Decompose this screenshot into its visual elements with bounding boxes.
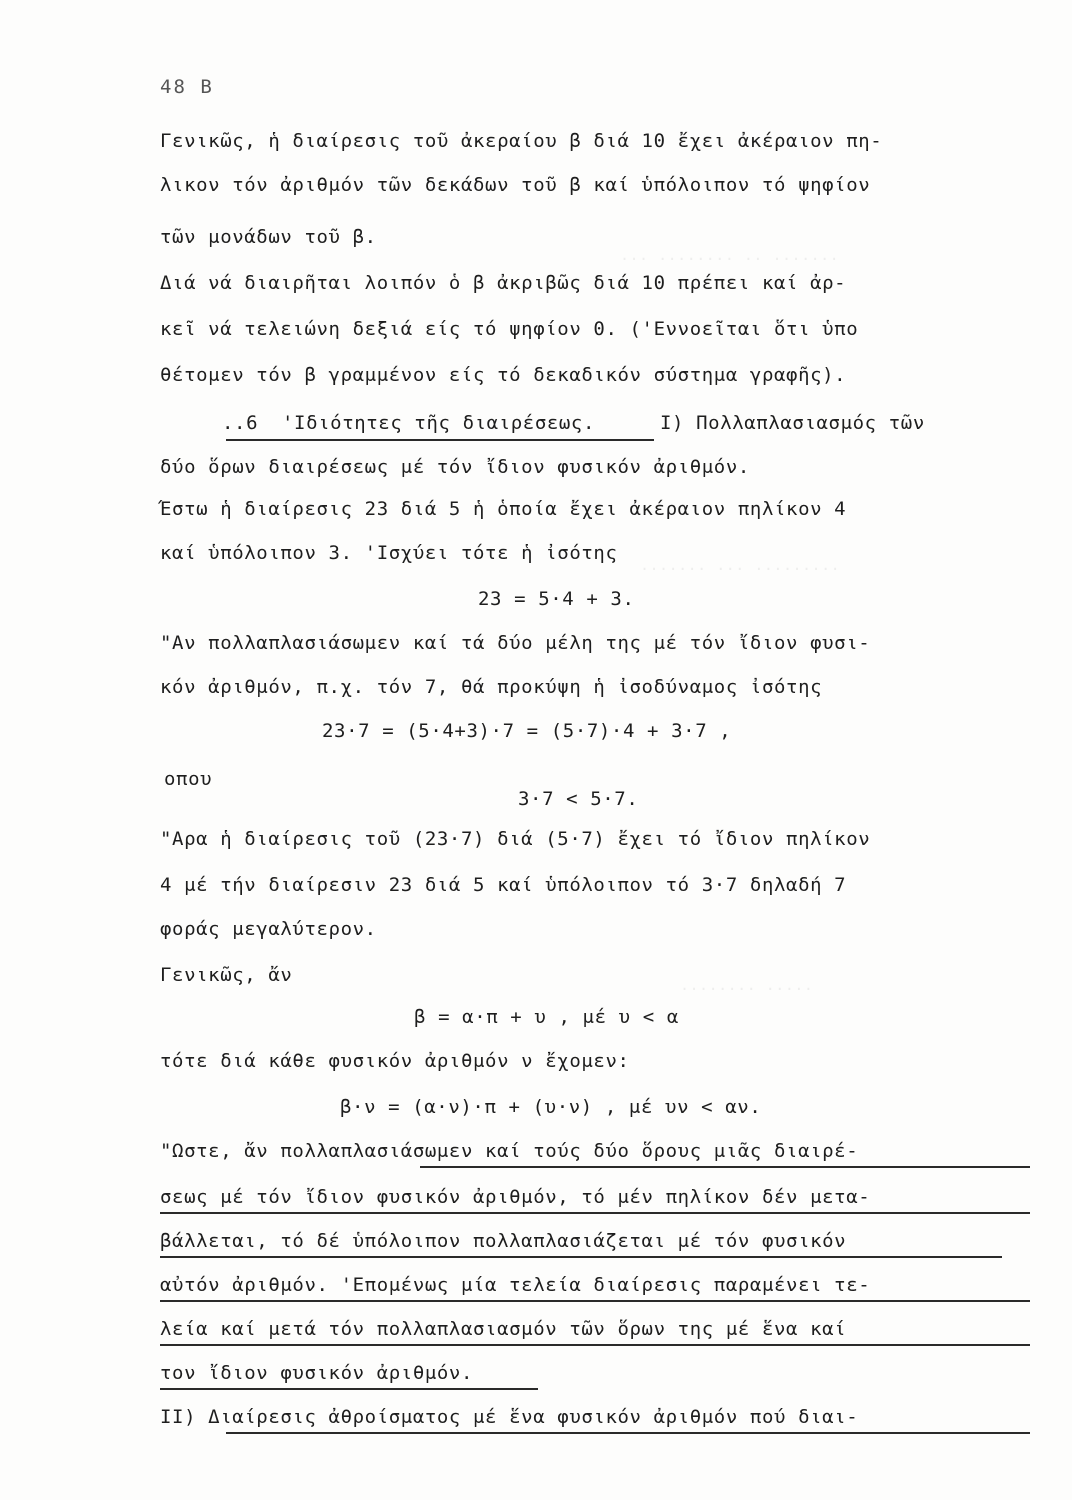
- equation: β·ν = (α·ν)·π + (υ·ν) , μέ υν < αν.: [340, 1096, 762, 1118]
- equation: 23 = 5·4 + 3.: [478, 588, 635, 610]
- text-underline: [160, 1300, 1030, 1302]
- equation: 23·7 = (5·4+3)·7 = (5·7)·4 + 3·7 ,: [322, 720, 732, 742]
- text-line: [160, 128, 1030, 154]
- text-line-content: Γενικῶς, ἡ διαίρεσις τοῦ ἀκεραίου β διά 10 ἔχει ἀκέραιον πη-: [160, 130, 883, 152]
- text-underline: [160, 1388, 538, 1390]
- subsection-heading: Ι) Πολλαπλασιασμός τῶν: [660, 412, 925, 434]
- text-underline: [420, 1166, 1030, 1168]
- text-line: δύο ὅρων διαιρέσεως μέ τόν ἴδιον φυσικόν ἀριθμόν.: [160, 456, 750, 478]
- text-line: Έστω ἡ διαίρεσις 23 διά 5 ἡ ὁποία ἔχει ἀκέραιον πηλίκον 4: [160, 498, 847, 520]
- equation: 3·7 < 5·7.: [518, 788, 639, 810]
- text-line: τότε διά κάθε φυσικόν ἀριθμόν ν ἔχομεν:: [160, 1050, 630, 1072]
- show-through-text: ········ ·····: [680, 980, 814, 998]
- text-line: φοράς μεγαλύτερον.: [160, 918, 377, 940]
- text-line: "Ωστε, ἄν πολλαπλασιάσωμεν καί τούς δύο ὅρους μιᾶς διαιρέ-: [160, 1140, 859, 1162]
- text-line: βάλλεται, τό δέ ὑπόλοιπον πολλαπλασιάζεται μέ τόν φυσικόν: [160, 1230, 847, 1252]
- text-line: θέτομεν τόν β γραμμένον είς τό δεκαδικόν σύστημα γραφῆς).: [160, 364, 847, 386]
- text-line: "Αν πολλαπλασιάσωμεν καί τά δύο μέλη της μέ τόν ἴδιον φυσι-: [160, 632, 871, 654]
- text-line: σεως μέ τόν ἴδιον φυσικόν ἀριθμόν, τό μέν πηλίκον δέν μετα-: [160, 1186, 871, 1208]
- text-underline: [160, 1256, 1002, 1258]
- subsection-heading: ΙΙ) Διαίρεσις ἀθροίσματος μέ ἕνα φυσικόν ἀριθμόν πού διαι-: [160, 1406, 859, 1428]
- text-line: "Αρα ἡ διαίρεσις τοῦ (23·7) διά (5·7) ἔχει τό ἴδιον πηλίκον: [160, 828, 871, 850]
- text-line: Γενικῶς, ἄν: [160, 964, 293, 986]
- equation: β = α·π + υ , μέ υ < α: [414, 1006, 679, 1028]
- text-line: λικον τόν ἀριθμόν τῶν δεκάδων τοῦ β καί ὑπόλοιπον τό ψηφίον: [160, 174, 871, 196]
- section-title-underline: [226, 439, 654, 441]
- page-number: 48 Β: [160, 76, 214, 98]
- text-line: οπου: [164, 768, 213, 790]
- text-underline: [226, 1432, 1030, 1434]
- text-line: λεία καί μετά τόν πολλαπλασιασμόν τῶν ὅρων της μέ ἕνα καί: [160, 1318, 847, 1340]
- text-line: 4 μέ τήν διαίρεσιν 23 διά 5 καί ὑπόλοιπον τό 3·7 δηλαδή 7: [160, 874, 847, 896]
- text-line: κεῖ νά τελειώνη δεξιά είς τό ψηφίον 0. ('Εννοεῖται ὅτι ὑπο: [160, 318, 859, 340]
- text-line: τον ἴδιον φυσικόν ἀριθμόν.: [160, 1362, 474, 1384]
- text-underline: [160, 1212, 1030, 1214]
- text-line: καί ὑπόλοιπον 3. 'Ισχύει τότε ἡ ἰσότης: [160, 542, 618, 564]
- show-through-text: ··· ········ ·· ·······: [620, 250, 840, 268]
- text-line: τῶν μονάδων τοῦ β.: [160, 226, 377, 248]
- section-number: ..6: [222, 412, 259, 434]
- text-underline: [160, 1344, 1030, 1346]
- show-through-text: ······· ··· ·········: [640, 560, 841, 578]
- text-line: κόν ἀριθμόν, π.χ. τόν 7, θά προκύψη ἡ ἰσοδύναμος ἰσότης: [160, 676, 823, 698]
- section-title: 'Ιδιότητες τῆς διαιρέσεως.: [282, 412, 596, 434]
- text-line: αὐτόν ἀριθμόν. 'Επομένως μία τελεία διαίρεσις παραμένει τε-: [160, 1274, 871, 1296]
- text-line: Διά νά διαιρῆται λοιπόν ὁ β ἀκριβῶς διά 10 πρέπει καί ἀρ-: [160, 272, 847, 294]
